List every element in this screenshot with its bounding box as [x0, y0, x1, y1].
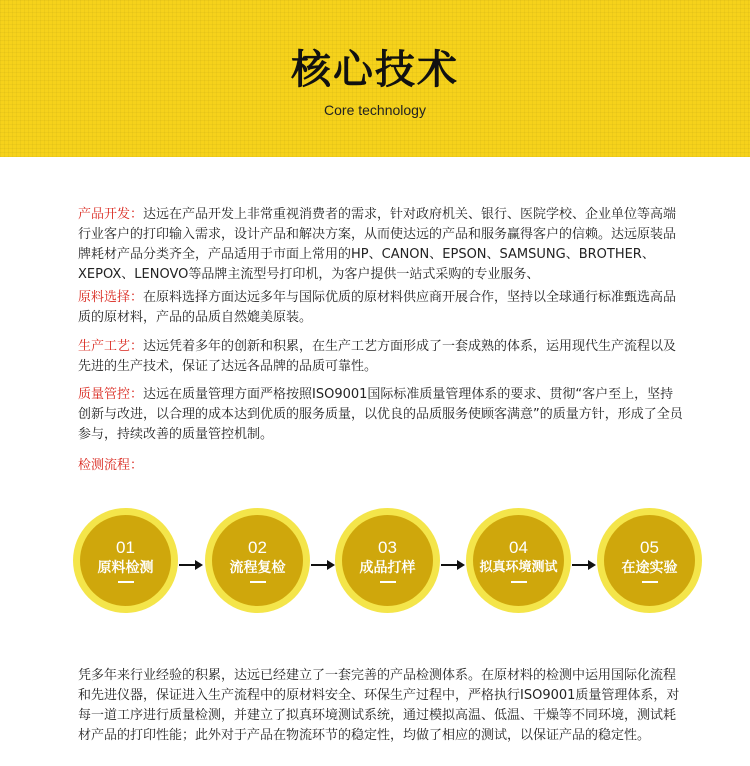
section-quality-control: [78, 385, 683, 445]
step-name: 流程复检: [229, 559, 286, 576]
step-name: 原料检测: [97, 559, 154, 576]
section-text: 在原料选择方面达远多年与国际优质的原材料供应商开展合作，坚持以全球通行标准甄选高品质的原材料，产品的品质自然媲美原装。: [78, 290, 677, 325]
section-label: 质量管控：: [78, 387, 144, 402]
step-number: 03: [378, 537, 397, 557]
section-production-process: [78, 337, 683, 377]
arrow-right-icon: [178, 558, 204, 572]
step-number: 05: [640, 537, 659, 557]
arrow-right-icon: [571, 558, 597, 572]
section-product-development: [78, 205, 683, 285]
step-underline: [250, 581, 266, 583]
page-title: 核心技术: [291, 47, 459, 93]
header-banner: [0, 0, 750, 157]
step-underline: [642, 581, 658, 583]
section-label: 原料选择：: [78, 290, 144, 305]
step-underline: [380, 581, 396, 583]
section-text: 达远在产品开发上非常重视消费者的需求，针对政府机关、银行、医院学校、企业单位等高端行业客户的打印输入需求，设计产品和解决方案，从而使达远的产品和服务赢得客户的信赖。达远原装品牌耗材产品分类齐全，产品适用于市面上常用的HP、CANON、EPSON、SAMSUNG、BROTHER、XEPOX、LENOVO等品牌主流型号打印机，为客户提供一站式采购的专业服务、: [78, 207, 677, 282]
section-material-selection: [78, 288, 683, 328]
process-step-2: [205, 508, 310, 613]
step-name: 成品打样: [359, 559, 416, 576]
process-step-1: [73, 508, 178, 613]
step-underline: [118, 581, 134, 583]
page-subtitle: Core technology: [324, 102, 426, 118]
section-label: 产品开发：: [78, 207, 144, 222]
process-step-5: [597, 508, 702, 613]
section-label: 生产工艺：: [78, 339, 144, 354]
step-underline: [511, 581, 527, 583]
process-step-3: [335, 508, 440, 613]
step-number: 02: [248, 537, 267, 557]
conclusion-paragraph: 凭多年来行业经验的积累，达远已经建立了一套完善的产品检测体系。在原材料的检测中运用国际化流程和先进仪器，保证进入生产流程中的原材料安全、环保生产过程中，严格执行ISO9001质量管理体系，对每一道工序进行质量检测，并建立了拟真环境测试系统，通过模拟高温、低温、干燥等不同环境，测试耗材产品的打印性能；此外对于产品在物流环节的稳定性，均做了相应的测试，以保证产品的稳定性。: [78, 668, 680, 743]
step-number: 01: [116, 537, 135, 557]
step-name: 拟真环境测试: [479, 559, 558, 575]
step-number: 04: [509, 537, 528, 557]
step-name: 在途实验: [621, 559, 678, 576]
process-label: 检测流程：: [78, 458, 144, 473]
section-text: 达远凭着多年的创新和积累，在生产工艺方面形成了一套成熟的体系，运用现代生产流程以及先进的生产技术，保证了达远各品牌的品质可靠性。: [78, 339, 677, 374]
arrow-right-icon: [310, 558, 336, 572]
process-step-4: [466, 508, 571, 613]
arrow-right-icon: [440, 558, 466, 572]
section-text: 达远在质量管理方面严格按照ISO9001国际标准质量管理体系的要求、贯彻“客户至上，坚持创新与改进，以合理的成本达到优质的服务质量，以优良的品质服务使顾客满意”的质量方针，形成了全员参与，持续改善的质量管控机制。: [78, 387, 683, 442]
